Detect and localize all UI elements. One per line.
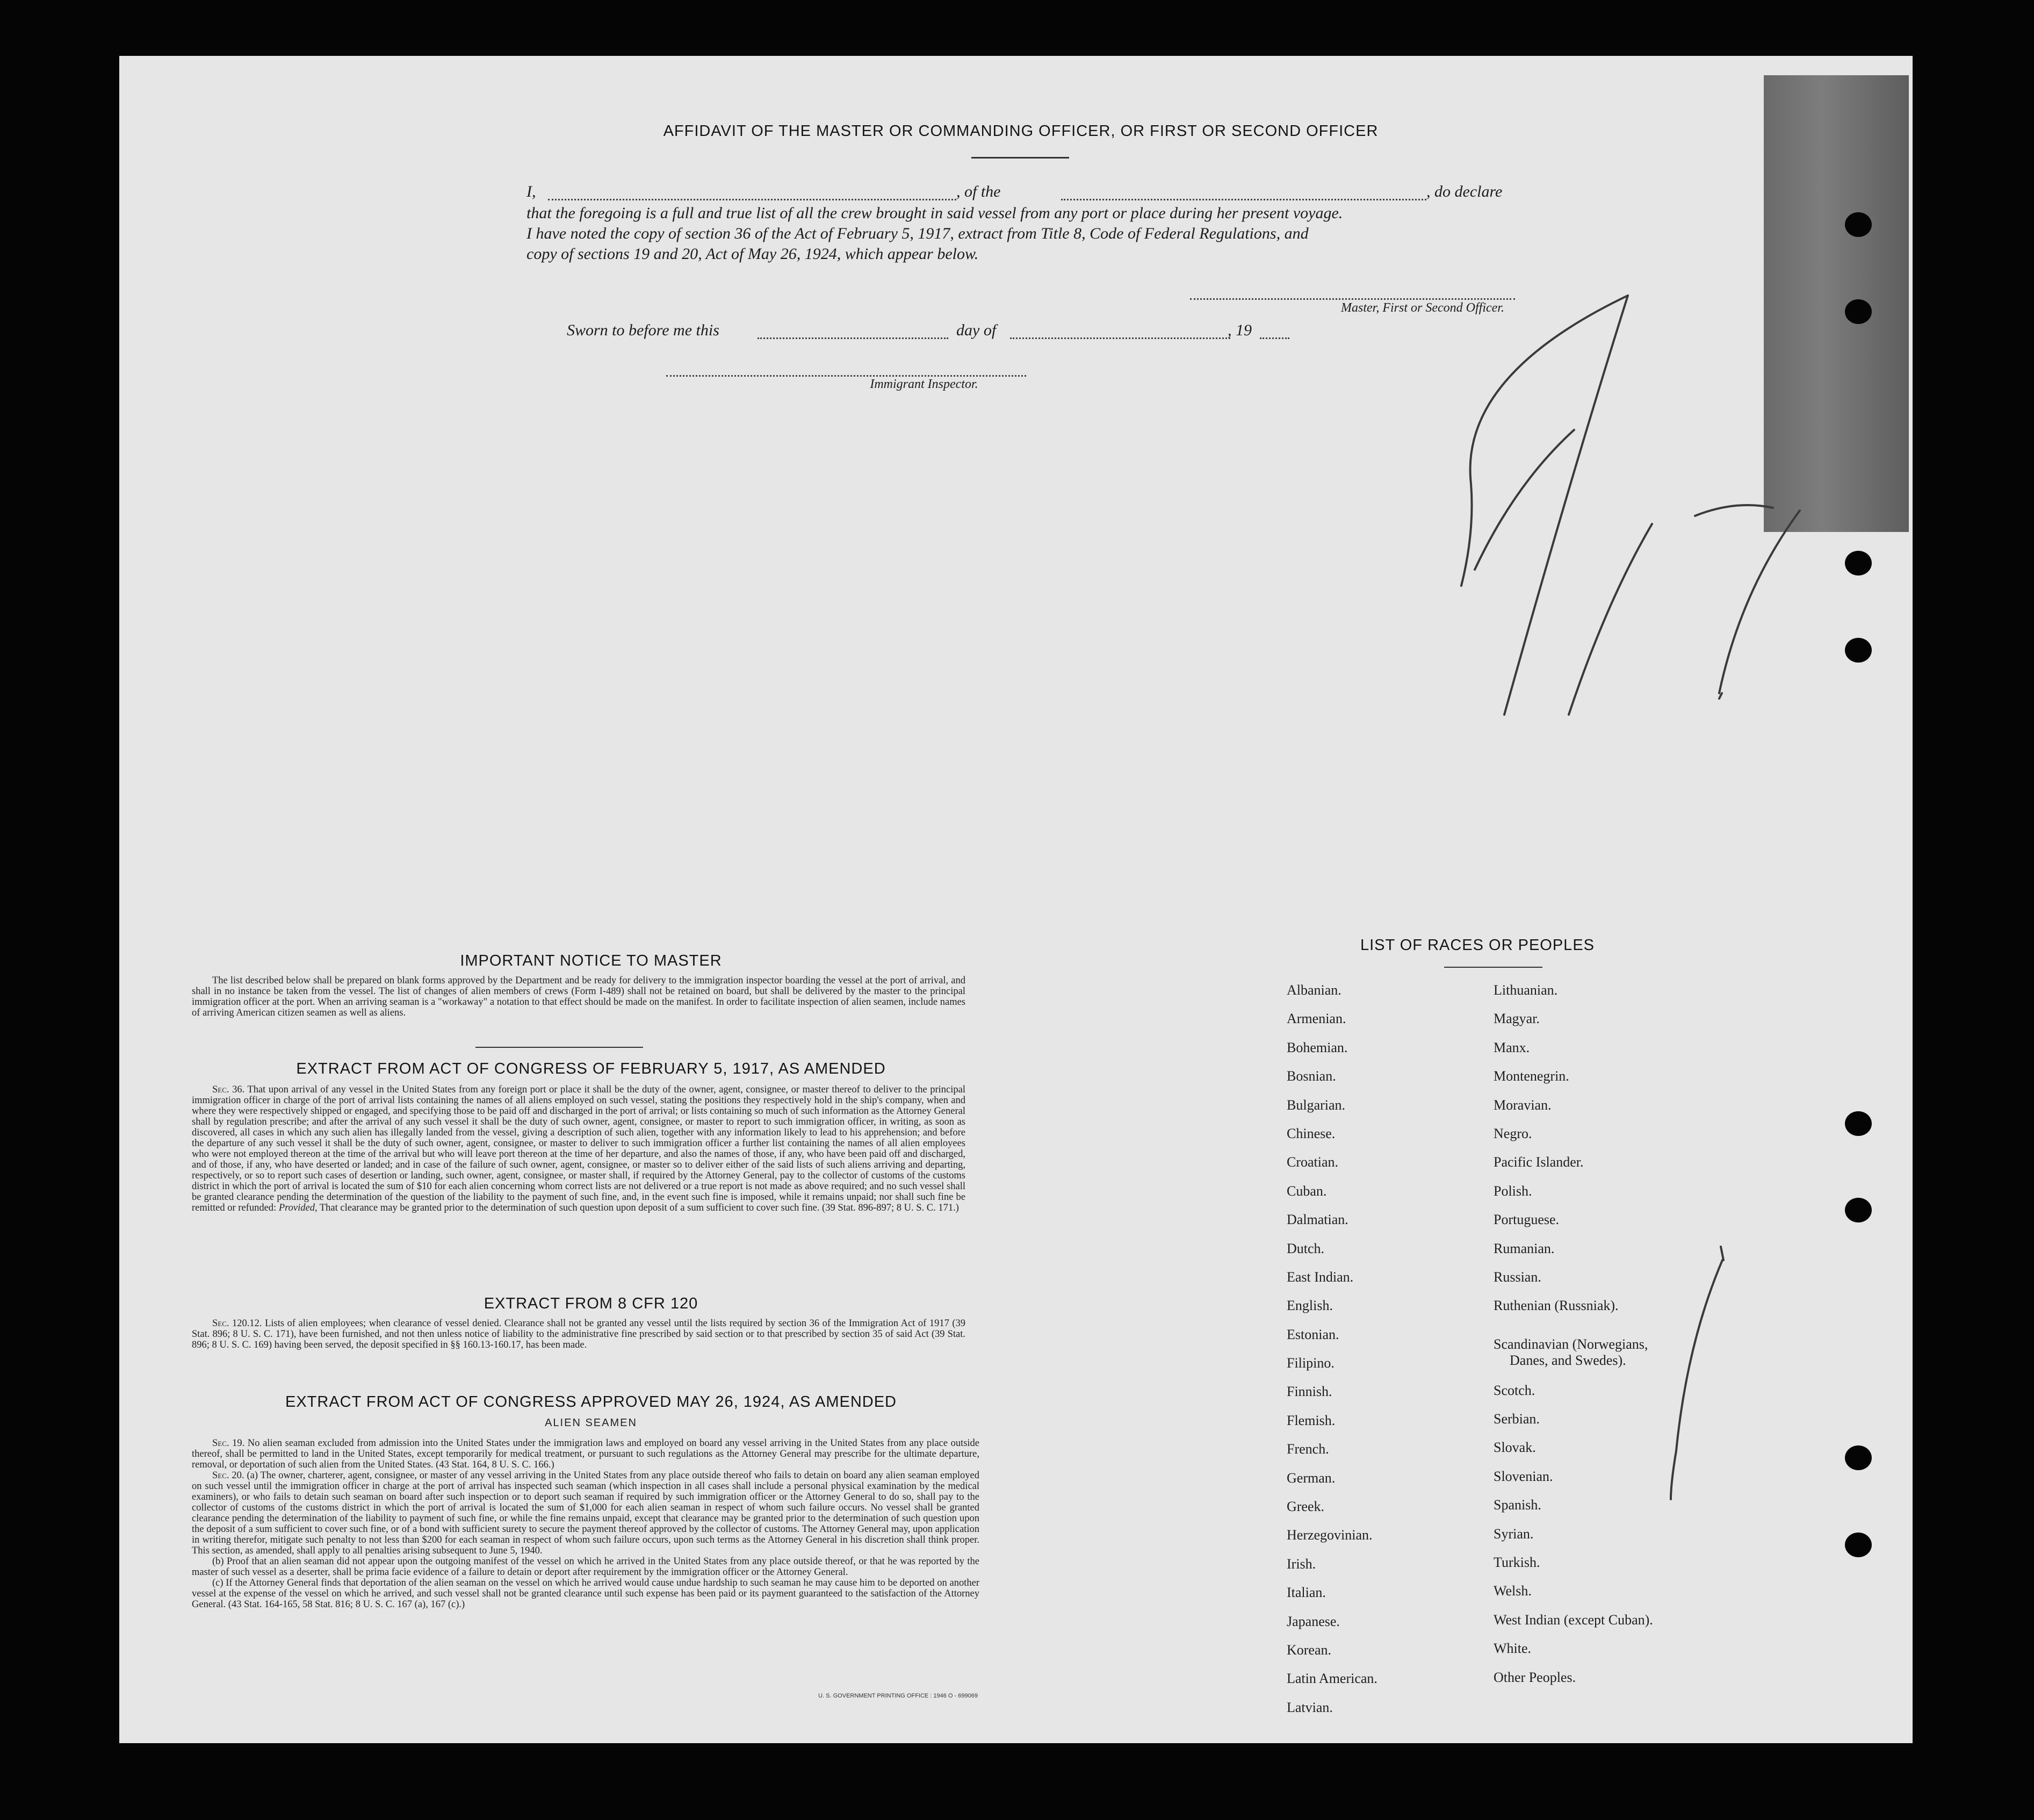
race-item: German. xyxy=(1287,1470,1336,1486)
race-item: Croatian. xyxy=(1287,1154,1339,1170)
vessel-name-field[interactable] xyxy=(1061,199,1426,200)
sec-19-label: Sec. 19. xyxy=(212,1438,245,1449)
sworn-label: Sworn to before me this xyxy=(567,321,719,339)
year-label: , 19 xyxy=(1228,321,1252,339)
race-item: Filipino. xyxy=(1287,1355,1335,1371)
race-item: Turkish. xyxy=(1494,1555,1540,1571)
race-item: Cuban. xyxy=(1287,1183,1327,1199)
of-the-label: , of the xyxy=(956,183,1001,200)
i-label: I, xyxy=(526,183,536,200)
sec-20b-text: (b) Proof that an alien seaman did not appear upon the outgoing manifest of the vessel on which he arrived in the United States from any place outside thereof, or that he was reported by the master of such vessel as a deserter, shall be prima facie evidence of a failure to detain or deport after requirement by the immigration officer or the Attorney General. xyxy=(192,1556,979,1578)
sec-19-text: No alien seaman excluded from admission into the United States under the immigration laws and employed on board any vessel arriving in the United States from any place outside thereof, shall be permitted to land in the United States, except temporarily for medical treatment, or pursuant to such regulations as the Attorney General may prescribe for the ultimate departure, removal, or deportation of such alien from the United States. (43 Stat. 164, 8 U. S. C. 166.) xyxy=(192,1438,980,1470)
day-of-label: day of xyxy=(956,321,997,339)
race-item: Polish. xyxy=(1494,1183,1532,1199)
race-item: Pacific Islander. xyxy=(1494,1154,1584,1170)
provided-word: Provided, xyxy=(278,1203,318,1213)
race-item: Bulgarian. xyxy=(1287,1097,1346,1113)
sworn-day-field[interactable] xyxy=(758,337,948,339)
race-item: East Indian. xyxy=(1287,1269,1354,1285)
sec-36-label: Sec. 36. xyxy=(212,1084,245,1095)
race-item: Lithuanian. xyxy=(1494,982,1558,998)
sworn-line xyxy=(567,321,1319,343)
race-item: Bosnian. xyxy=(1287,1068,1336,1084)
race-item: Manx. xyxy=(1494,1039,1530,1055)
race-item: Spanish. xyxy=(1494,1497,1541,1513)
race-item: Serbian. xyxy=(1494,1411,1540,1427)
race-item: Portuguese. xyxy=(1494,1212,1560,1228)
race-item: Greek. xyxy=(1287,1499,1325,1515)
master-signature-label: Master, First or Second Officer. xyxy=(1341,301,1504,315)
sworn-month-field[interactable] xyxy=(1010,337,1230,339)
sec-120-label: Sec. 120.12. xyxy=(212,1318,262,1329)
declaration-text-3: copy of sections 19 and 20, Act of May 26, 1924, which appear below. xyxy=(526,245,979,263)
notice-text: The list described below shall be prepared on blank forms approved by the Department and be ready for delivery to the immigration inspector boarding the vessel at the port of arrival, and shall in no instance be taken from the vessel. The list of changes of alien members of crews (Form I-489) shall not be retained on board, but shall be delivered by the master to the principal immigration officer at the port. When an arriving seaman is a "workaway" a notation to that effect should be made on the manifest. In order to facilitate inspection of alien seamen, include names of arriving American citizen seamen as well as aliens. xyxy=(192,975,965,1018)
section-rule xyxy=(475,1047,643,1048)
race-item: English. xyxy=(1287,1298,1333,1314)
printer-imprint: U. S. GOVERNMENT PRINTING OFFICE : 1946 O - 699069 xyxy=(818,1693,978,1699)
race-item: Herzegovinian. xyxy=(1287,1527,1373,1543)
race-item: Ruthenian (Russniak). xyxy=(1494,1298,1619,1314)
race-item: Rumanian. xyxy=(1494,1240,1555,1256)
race-item: Negro. xyxy=(1494,1125,1532,1141)
race-item: Chinese. xyxy=(1287,1125,1336,1141)
race-item: Montenegrin. xyxy=(1494,1068,1569,1084)
sec-20-label: Sec. 20. xyxy=(212,1470,244,1481)
race-item: West Indian (except Cuban). xyxy=(1494,1612,1653,1628)
sec-20c-text: (c) If the Attorney General finds that deportation of the alien seaman on the vessel on which he arrived would cause undue hardship to such seaman he may cause him to be deported on another vessel at the expense of the vessel on which he arrived, and such vessel shall not be granted clearance until such expense has been paid or its payment guaranteed to the satisfaction of the Attorney General. (43 Stat. 164-165, 58 Stat. 816; 8 U. S. C. 167 (a), 167 (c).) xyxy=(192,1578,979,1610)
affidavit-title: AFFIDAVIT OF THE MASTER OR COMMANDING OFFICER, OR FIRST OR SECOND OFFICER xyxy=(663,123,1379,140)
act-1924-title: EXTRACT FROM ACT OF CONGRESS APPROVED MAY 26, 1924, AS AMENDED xyxy=(285,1393,897,1411)
declarant-name-field[interactable] xyxy=(548,199,956,200)
race-item: Estonian. xyxy=(1287,1326,1339,1342)
race-item: Other Peoples. xyxy=(1494,1669,1576,1685)
sec-36-text: That upon arrival of any vessel in the United States from any foreign port or place it shall be the duty of the owner, agent, consignee, or master thereof to deliver to the principal immigration officer in charge of the port of arrival lists containing the names of all aliens employed on such vessel, stating the positions they respectively hold in the ship's company, when and where they were respectively shipped or engaged, and specifying those to be paid off and discharged in the port of arrival; or lists containing so much of such information as the Attorney General shall by regulation prescribe; and after the arrival of any such vessel it shall be the duty of such owner, agent, consignee, or master to report to such immigration officer, in writing, as soon as discovered, all cases in which any such alien has illegally landed from the vessel, giving a description of such alien, together with any information likely to lead to his apprehension; and before the departure of any such vessel it shall be the duty of such owner, agent, consignee, or master to deliver to such immigration officer a further list containing the names of all alien employees who were not employed thereon at the time of the arrival but who will leave port thereon at the time of her departure, and also the names of those, if any, who have been paid off and discharged, and of those, if any, who have deserted or landed; and in case of the failure of such owner, agent, consignee, or master so to deliver either of the said lists of such aliens arriving and departing, respectively, or so to report such cases of desertion or landing, such owner, agent, consignee, or master shall, if required by the Attorney General, pay to the collector of customs of the customs district in which the port of arrival is located the sum of $10 for each alien concerning whom correct lists are not delivered or a true report is not made as above required; and no such vessel shall be granted clearance pending the determination of the question of the liability to the payment of such fine, and, in the event such fine is imposed, while it remains unpaid; nor shall such fine be remitted or refunded: xyxy=(192,1084,965,1213)
race-item: Italian. xyxy=(1287,1585,1326,1601)
race-item: Slovak. xyxy=(1494,1440,1536,1456)
cfr-title: EXTRACT FROM 8 CFR 120 xyxy=(484,1295,698,1312)
race-item: Russian. xyxy=(1494,1269,1541,1285)
alien-seamen-subtitle: ALIEN SEAMEN xyxy=(545,1417,637,1429)
act-1917-body xyxy=(192,1084,965,1213)
sec-36-text-end: That clearance may be granted prior to the determination of such question upon deposit of a sum sufficient to cover such fine. (39 Stat. 896-897; 8 U. S. C. 171.) xyxy=(319,1203,959,1213)
race-item: Irish. xyxy=(1287,1556,1316,1572)
race-item: French. xyxy=(1287,1441,1329,1457)
act-1924-body xyxy=(192,1438,979,1610)
inspector-signature-field[interactable] xyxy=(666,375,1026,377)
race-item: White. xyxy=(1494,1641,1532,1657)
race-item: Bohemian. xyxy=(1287,1039,1348,1055)
sworn-year-field[interactable] xyxy=(1260,337,1289,339)
race-item: Syrian. xyxy=(1494,1526,1534,1542)
race-item: Finnish. xyxy=(1287,1384,1332,1400)
race-item: Armenian. xyxy=(1287,1011,1346,1027)
race-item: Korean. xyxy=(1287,1642,1332,1658)
notice-body xyxy=(192,975,965,1018)
race-item: Latvian. xyxy=(1287,1699,1333,1715)
declarant-line xyxy=(526,183,1520,204)
notice-title: IMPORTANT NOTICE TO MASTER xyxy=(460,952,722,969)
race-item: Japanese. xyxy=(1287,1613,1340,1629)
sec-120-text: Lists of alien employees; when clearance of vessel denied. Clearance shall not be granted any vessel until the lists required by section 36 of the Immigration Act of 1917 (39 Stat. 896; 8 U. S. C. 171), have been furnished, and not then unless notice of liability to the administrative fine prescribed by said section or to that prescribed by section 35 of said Act (39 Stat. 896; 8 U. S. C. 169) having been served, the deposit specified in §§ 160.13-160.17, has been made. xyxy=(192,1318,965,1350)
do-declare-label: , do declare xyxy=(1426,183,1503,200)
race-item: Latin American. xyxy=(1287,1671,1377,1687)
race-item: Welsh. xyxy=(1494,1583,1532,1599)
race-item: Slovenian. xyxy=(1494,1468,1553,1484)
title-rule xyxy=(971,157,1069,159)
race-item: Moravian. xyxy=(1494,1097,1552,1113)
declaration-text-2: I have noted the copy of section 36 of the Act of February 5, 1917, extract from Title 8, Code of Federal Regulations, and xyxy=(526,225,1309,242)
race-item: Dalmatian. xyxy=(1287,1212,1348,1228)
race-item: Magyar. xyxy=(1494,1011,1540,1027)
race-item: Albanian. xyxy=(1287,982,1341,998)
race-item: Dutch. xyxy=(1287,1240,1325,1256)
races-title: LIST OF RACES OR PEOPLES xyxy=(1360,937,1595,954)
sec-20a-text: (a) The owner, charterer, agent, consignee, or master of any vessel arriving in the United States from any place outside thereof who fails to detain on board any alien seaman employed on such vessel until the immigration officer in charge at the port of arrival has inspected such seaman (which inspection in all cases shall include a personal physical examination by the medical examiners), or who fails to detain such seaman on board after such inspection or to deport such seaman if required by such immigration officer or the Attorney General to do so, shall pay to the collector of customs of the customs district in which the port of arrival is located the sum of $1,000 for each alien seaman in respect of whom such failure occurs. No vessel shall be granted clearance pending the determination of the liability to payment of such fine, or while the fine remains unpaid, except that clearance may be granted prior to the determination of such question upon the deposit of a sum sufficient to cover such fine, or of a bond with sufficient surety to secure the payment thereof approved by the collector of customs. The Attorney General may, upon application in writing therefor, mitigate such penalty to not less than $200 for each seaman in respect of whom such failure occurs, upon such terms as the Attorney General in his discretion shall think proper. This section, as amended, shall apply to all penalties arising subsequent to June 5, 1940. xyxy=(192,1470,980,1556)
race-item: Danes, and Swedes). xyxy=(1510,1352,1626,1368)
races-column-2 xyxy=(1494,982,1719,1698)
cfr-body xyxy=(192,1318,965,1350)
race-item: Scotch. xyxy=(1494,1382,1535,1398)
inspector-signature-label: Immigrant Inspector. xyxy=(870,377,978,391)
declaration-text-1: that the foregoing is a full and true list of all the crew brought in said vessel from any port or place during her present voyage. xyxy=(526,204,1343,222)
race-item: Scandinavian (Norwegians, xyxy=(1494,1336,1648,1352)
races-column-1 xyxy=(1287,982,1480,1728)
races-title-rule xyxy=(1444,967,1542,968)
master-signature-field[interactable] xyxy=(1190,298,1515,300)
act-1917-title: EXTRACT FROM ACT OF CONGRESS OF FEBRUARY 5, 1917, AS AMENDED xyxy=(296,1060,886,1077)
race-item: Flemish. xyxy=(1287,1412,1336,1428)
